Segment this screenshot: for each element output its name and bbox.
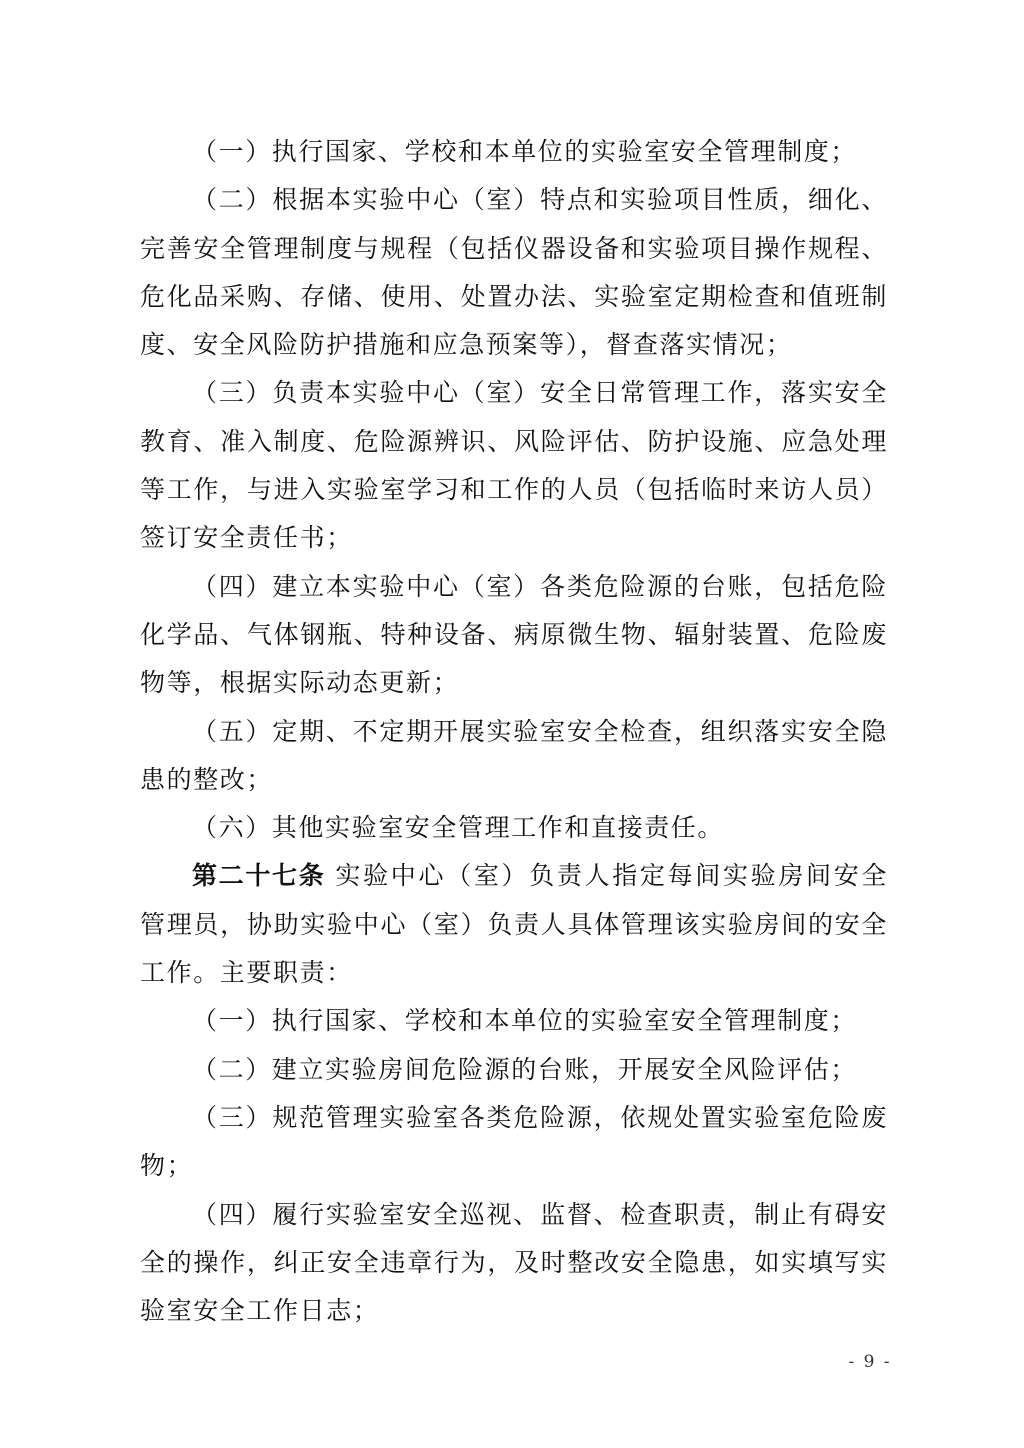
paragraph: （一）执行国家、学校和本单位的实验室安全管理制度； bbox=[192, 137, 858, 166]
page-number: - 9 - bbox=[848, 1352, 892, 1372]
article-title: 第二十七条 bbox=[192, 861, 326, 891]
paragraph: （六）其他实验室安全管理工作和直接责任。 bbox=[192, 813, 725, 843]
article-text: 实验中心（室）负责人指定每间实验房间安全管理员，协助实验中心（室）负责人具体管理该实验房间的安全工作。主要职责： bbox=[140, 861, 888, 988]
paragraph: （四）建立本实验中心（室）各类危险源的台账，包括危险化学品、气体钢瓶、特种设备、病原微生物、辐射装置、危险废物等，根据实际动态更新； bbox=[140, 571, 888, 698]
paragraph: （二）建立实验房间危险源的台账，开展安全风险评估； bbox=[192, 1054, 858, 1084]
article-paragraph bbox=[140, 852, 888, 997]
paragraph: （三）负责本实验中心（室）安全日常管理工作，落实安全教育、准入制度、危险源辨识、风险评估、防护设施、应急处理等工作，与进入实验室学习和工作的人员（包括临时来访人员）签订安全责任书； bbox=[140, 378, 888, 553]
paragraph: （三）规范管理实验室各类危险源，依规处置实验室危险废物； bbox=[140, 1102, 888, 1181]
paragraph: （一）执行国家、学校和本单位的实验室安全管理制度； bbox=[192, 1006, 858, 1036]
paragraph: （五）定期、不定期开展实验室安全检查，组织落实安全隐患的整改； bbox=[140, 716, 888, 794]
paragraph: （二）根据本实验中心（室）特点和实验项目性质，细化、完善安全管理制度与规程（包括仪器设备和实验项目操作规程、危化品采购、存储、使用、处置办法、实验室定期检查和值班制度、安全风险防护措施和应急预案等），督查落实情况； bbox=[140, 185, 888, 360]
body-text bbox=[140, 128, 888, 1335]
paragraph: （四）履行实验室安全巡视、监督、检查职责，制止有碍安全的操作，纠正安全违章行为，及时整改安全隐患，如实填写实验室安全工作日志； bbox=[140, 1199, 888, 1326]
